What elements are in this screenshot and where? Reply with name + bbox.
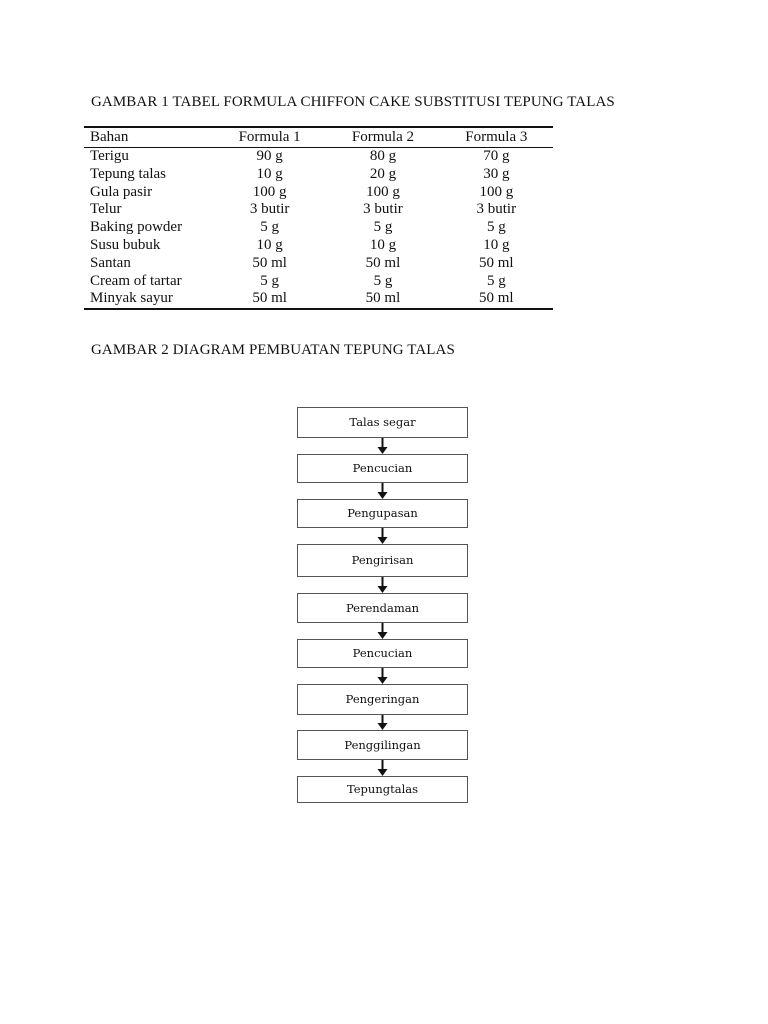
header-formula-2: Formula 2 <box>351 128 415 145</box>
ingredient-cell: Terigu <box>90 148 129 164</box>
table-row <box>84 184 553 202</box>
flow-step-box <box>297 544 468 577</box>
formula-2-cell: 80 g <box>369 148 397 164</box>
formula-1-cell: 10 g <box>256 236 283 253</box>
flow-step-box <box>297 499 468 528</box>
table-header-row <box>84 127 553 148</box>
header-formula-1: Formula 1 <box>238 128 301 145</box>
flow-step-label: Pengirisan <box>351 553 414 567</box>
ingredient-cell: Telur <box>90 201 122 218</box>
formula-1-cell: 5 g <box>260 272 280 289</box>
down-arrow-icon <box>377 528 388 544</box>
table-row <box>84 273 553 291</box>
ingredient-cell: Cream of tartar <box>90 272 182 289</box>
formula-1-cell: 90 g <box>256 148 283 164</box>
flow-step-label: Pengeringan <box>345 692 420 706</box>
flow-step-label: Tepungtalas <box>346 782 419 796</box>
flow-step-box <box>297 593 468 623</box>
down-arrow-icon <box>377 438 388 454</box>
table-caption: GAMBAR 1 TABEL FORMULA CHIFFON CAKE SUBSTITUSI TEPUNG TALAS <box>91 94 615 110</box>
flow-step-box <box>297 776 468 803</box>
formula-3-cell: 50 ml <box>479 254 514 271</box>
formula-1-cell: 100 g <box>252 183 287 200</box>
formula-3-cell: 100 g <box>479 183 514 200</box>
table-row <box>84 255 553 273</box>
flow-step-label: Talas segar <box>349 415 416 429</box>
formula-1-cell: 50 ml <box>252 290 287 307</box>
flow-step-box <box>297 730 468 760</box>
ingredient-cell: Tepung talas <box>90 165 167 182</box>
table-row <box>84 219 553 237</box>
formula-3-cell: 5 g <box>486 272 506 289</box>
formula-3-cell: 50 ml <box>479 290 514 307</box>
table-row <box>84 166 553 184</box>
ingredient-cell: Santan <box>90 254 131 271</box>
formula-2-cell: 10 g <box>369 236 397 253</box>
table-row <box>84 201 553 219</box>
down-arrow-icon <box>377 668 388 684</box>
flow-step-box <box>297 407 468 438</box>
ingredient-cell: Minyak sayur <box>90 290 173 307</box>
formula-3-cell: 30 g <box>483 165 510 182</box>
flow-step-label: Pengupasan <box>347 506 418 520</box>
formula-2-cell: 5 g <box>373 219 393 236</box>
table-row <box>84 148 553 166</box>
formula-2-cell: 3 butir <box>363 201 403 218</box>
formula-3-cell: 3 butir <box>476 201 517 218</box>
ingredient-cell: Gula pasir <box>90 183 153 200</box>
down-arrow-icon <box>377 715 388 730</box>
formula-1-cell: 5 g <box>260 219 280 236</box>
formula-2-cell: 50 ml <box>365 290 401 307</box>
down-arrow-icon <box>377 577 388 593</box>
flow-step-label: Pencucian <box>352 461 413 475</box>
flow-step-label: Perendaman <box>345 601 420 615</box>
formula-2-cell: 20 g <box>369 165 397 182</box>
ingredient-cell: Susu bubuk <box>90 236 161 253</box>
flow-step-label: Pencucian <box>352 646 413 660</box>
formula-2-cell: 100 g <box>366 183 400 200</box>
formula-2-cell: 50 ml <box>365 254 401 271</box>
table-row <box>84 237 553 255</box>
formula-3-cell: 70 g <box>483 148 510 164</box>
formula-1-cell: 3 butir <box>249 201 290 218</box>
formula-3-cell: 10 g <box>483 236 510 253</box>
down-arrow-icon <box>377 623 388 639</box>
diagram-caption: GAMBAR 2 DIAGRAM PEMBUATAN TEPUNG TALAS <box>91 342 455 358</box>
header-bahan: Bahan <box>90 128 129 145</box>
formula-1-cell: 50 ml <box>252 254 287 271</box>
flow-step-label: Penggilingan <box>344 738 421 752</box>
ingredient-cell: Baking powder <box>90 219 183 236</box>
formula-table <box>84 126 553 310</box>
down-arrow-icon <box>377 760 388 776</box>
down-arrow-icon <box>377 483 388 499</box>
flow-step-box <box>297 454 468 483</box>
flow-step-box <box>297 684 468 715</box>
flow-step-box <box>297 639 468 668</box>
header-formula-3: Formula 3 <box>465 128 528 145</box>
formula-1-cell: 10 g <box>256 165 283 182</box>
table-body <box>84 148 553 310</box>
formula-table-container <box>84 126 553 310</box>
formula-3-cell: 5 g <box>486 219 506 236</box>
table-row <box>84 290 553 309</box>
formula-2-cell: 5 g <box>373 272 393 289</box>
